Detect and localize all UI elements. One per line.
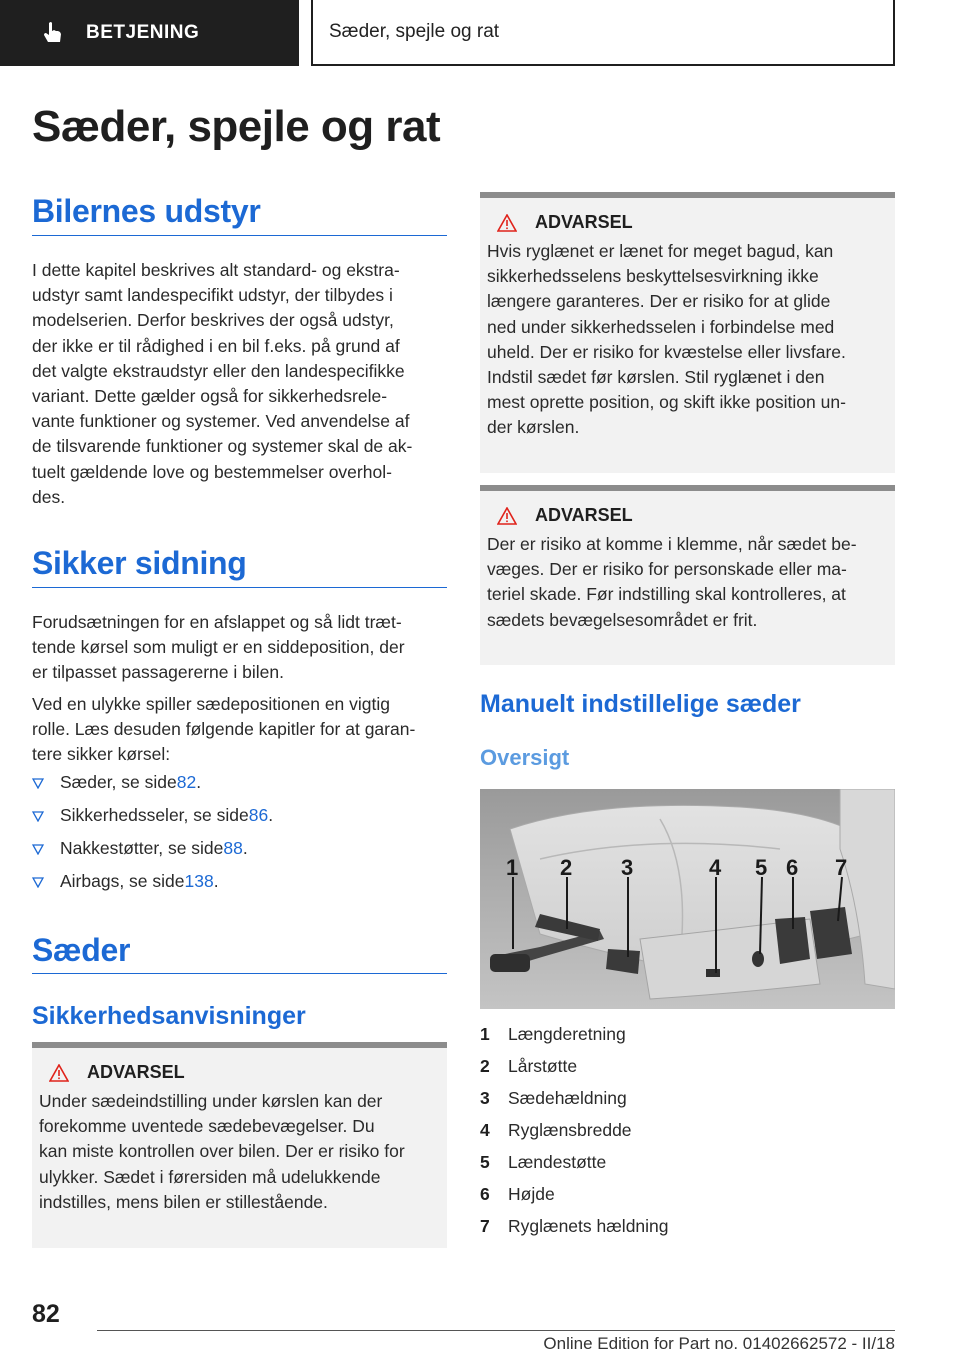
seat-legend	[480, 1018, 669, 1242]
hand-pointer-icon	[40, 20, 66, 46]
callout-label: 5	[755, 855, 768, 880]
list-item: Sæder, se side 82 .	[32, 766, 273, 799]
paragraph-safe-2: Ved en ulykke spiller sædepositionen en vigtig rolle. Læs desuden følgende kapitler for at garan- tere sikker kørsel:	[32, 694, 416, 765]
list-item: Sikkerhedsseler, se side 86 .	[32, 799, 273, 832]
header-chapter-label: Sæder, spejle og rat	[329, 21, 500, 42]
warning-title: ADVARSEL	[535, 212, 633, 232]
page-title: Sæder, spejle og rat	[32, 102, 441, 151]
legend-item: 7 Ryglænets hældning	[480, 1215, 669, 1236]
warning-triangle-icon	[49, 1064, 69, 1082]
footer-edition: Online Edition for Part no. 01402662572 - II/18	[543, 1334, 895, 1353]
heading-rule	[32, 235, 447, 236]
heading-overview: Oversigt	[480, 745, 570, 770]
page-link[interactable]: 88	[223, 838, 243, 858]
footer-rule	[97, 1330, 895, 1331]
triangle-bullet-icon	[32, 810, 44, 822]
warning-triangle-icon	[497, 507, 517, 525]
legend-item: 2 Lårstøtte	[480, 1055, 578, 1076]
heading-safe-seating: Sikker sidning	[32, 545, 247, 581]
list-item: Airbags, se side 138 .	[32, 865, 273, 898]
header-section-tab	[0, 0, 299, 66]
triangle-bullet-icon	[32, 843, 44, 855]
legend-item: 6 Højde	[480, 1183, 555, 1204]
page-link[interactable]: 138	[184, 871, 214, 891]
heading-manual-seats: Manuelt indstillelige sæder	[480, 690, 801, 718]
warning-text: Der er risiko at komme i klemme, når sædet be- væges. Der er risiko for personskade eller ma- teriel skade. Før indstilling skal kontrolleres, at sædets bevægelsesområdet er frit.	[487, 534, 857, 630]
warning-text: Hvis ryglænet er lænet for meget bagud, kan sikkerhedsselens beskyttelsesvirkning ikke længere garanteres. Der er risiko for at glide ned under sikkerhedsselen i forbindelse med uheld. Der er risiko for kvæstelse eller livsfare. Indstil sædet før kørslen. Stil ryglænet i den mest oprette position, og skift ikke position un- der kørslen.	[487, 241, 846, 438]
callout-label: 7	[835, 855, 848, 880]
callout-label: 4	[709, 855, 722, 880]
legend-item: 3 Sædehældning	[480, 1087, 627, 1108]
warning-box	[32, 1042, 447, 1248]
paragraph-safe-1: Forudsætningen for en afslappet og så lidt træt- tende kørsel som muligt er en siddeposition, der er tilpasset passagererne i bilen.	[32, 612, 405, 683]
warning-title: ADVARSEL	[87, 1062, 185, 1082]
warning-triangle-icon	[497, 214, 517, 232]
warning-box	[480, 485, 895, 665]
triangle-bullet-icon	[32, 777, 44, 789]
heading-equipment: Bilernes udstyr	[32, 193, 261, 229]
triangle-bullet-icon	[32, 876, 44, 888]
page-link[interactable]: 82	[176, 772, 197, 792]
warning-text: Under sædeindstilling under kørslen kan der forekomme uventede sædebevægelser. Du kan miste kontrollen over bilen. Der er risiko for ulykker. Sædet i førersiden må udelukkende indstilles, mens bilen er stillestående.	[39, 1091, 405, 1212]
page-link[interactable]: 86	[248, 805, 269, 825]
warning-title: ADVARSEL	[535, 505, 633, 525]
header-chapter	[311, 0, 895, 66]
header-section-label: BETJENING	[86, 22, 200, 43]
heading-rule	[32, 973, 447, 974]
callout-label: 1	[506, 855, 519, 880]
seat-illustration	[480, 789, 895, 1009]
legend-item: 4 Ryglænsbredde	[480, 1119, 632, 1140]
legend-item: 5 Lændestøtte	[480, 1151, 607, 1172]
callout-label: 6	[786, 855, 799, 880]
warning-box	[480, 192, 895, 473]
page-number: 82	[32, 1300, 60, 1328]
callout-label: 2	[560, 855, 573, 880]
legend-item: 1 Længderetning	[480, 1023, 626, 1044]
heading-rule	[32, 587, 447, 588]
paragraph-equipment: I dette kapitel beskrives alt standard- og ekstra- udstyr samt landespecifikt udstyr, der tilbydes i modelserien. Derfor beskrives der også udstyr, der ikke er til rådighed i en bil f.eks. på grund af det valgte ekstraudstyr eller den landespecifikke variant. Dette gælder også for sikkerhedsrele- vante funktioner og systemer. Ved anvendelse af de tilsvarende funktioner og systemer skal de ak- tuelt gældende love og bestemmelser overhol- des.	[32, 260, 413, 507]
heading-safety-notes: Sikkerhedsanvisninger	[32, 1002, 306, 1030]
reference-list	[32, 766, 273, 898]
heading-seats: Sæder	[32, 932, 131, 968]
callout-label: 3	[621, 855, 634, 880]
list-item: Nakkestøtter, se side 88 .	[32, 832, 273, 865]
